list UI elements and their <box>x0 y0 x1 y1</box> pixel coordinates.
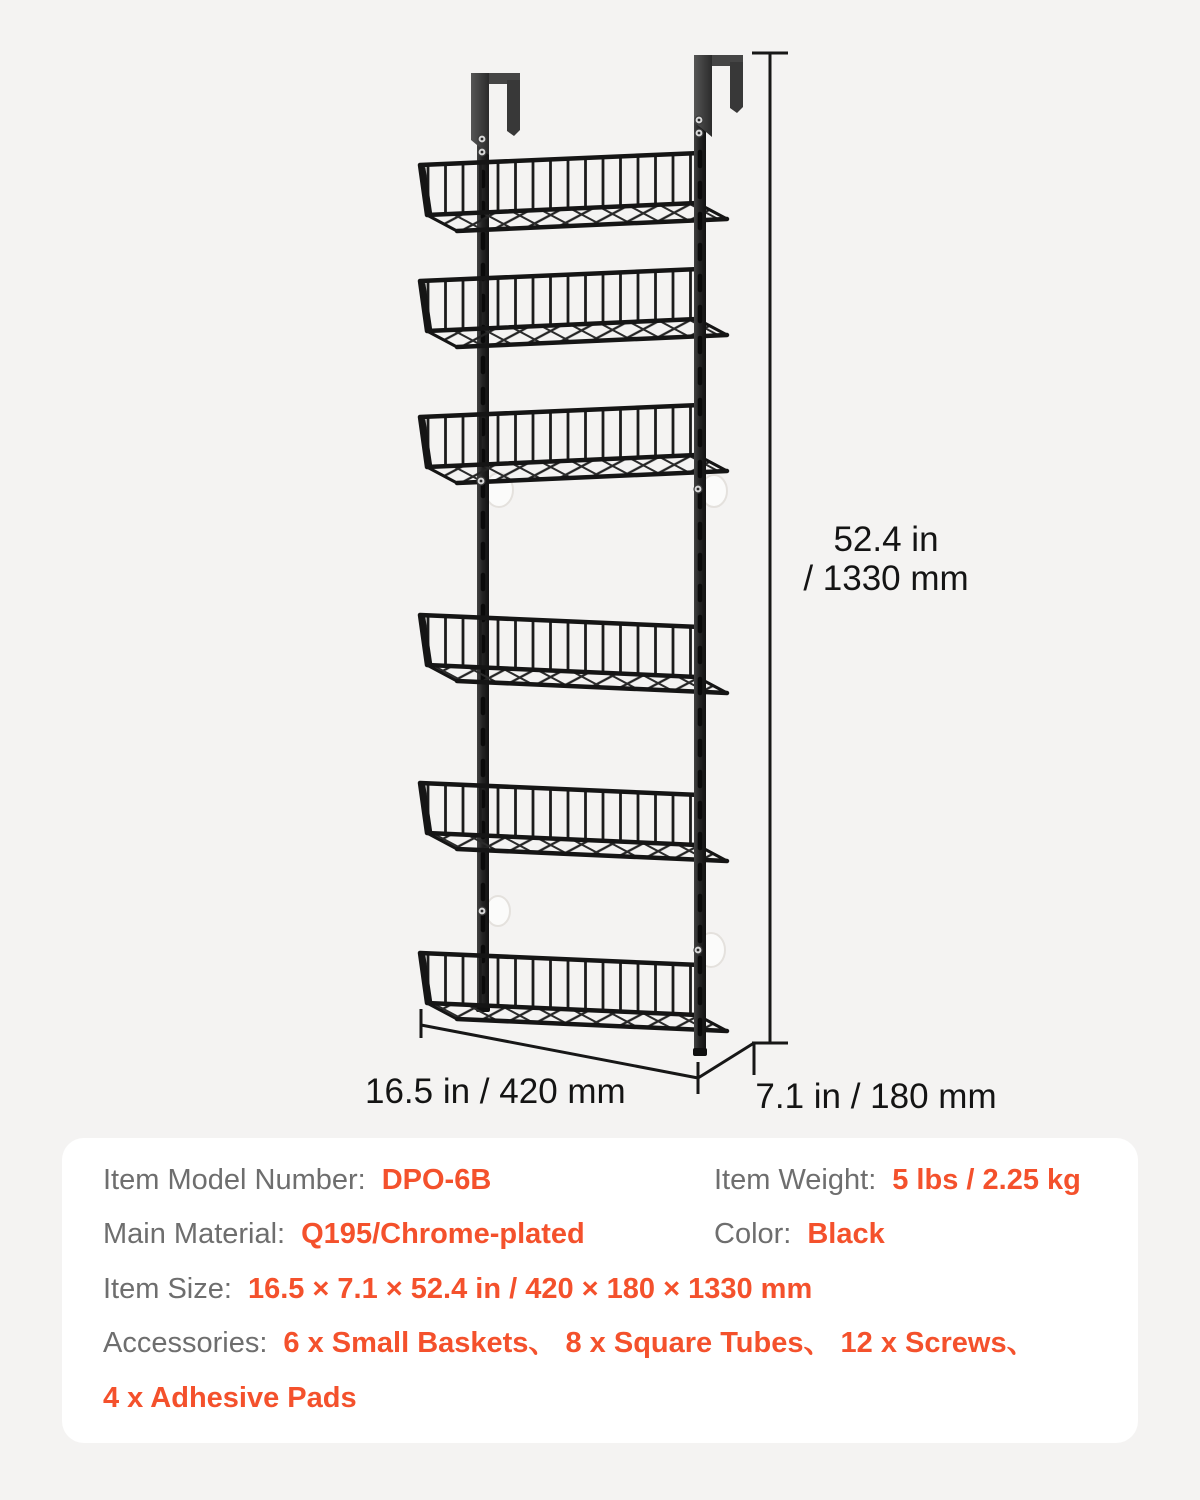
spec-panel <box>62 1138 1138 1443</box>
spec-value-size: 16.5 × 7.1 × 52.4 in / 420 × 180 × 1330 mm <box>247 1273 813 1305</box>
suction-cups <box>485 473 727 967</box>
spec-label-weight: Item Weight: <box>714 1164 877 1196</box>
height-value-in: 52.4 in <box>833 520 939 559</box>
spec-value-material: Q195/Chrome-plated <box>301 1218 585 1250</box>
basket-4 <box>420 615 727 693</box>
left-door-hook <box>471 73 520 155</box>
left-rail <box>476 112 490 1012</box>
width-dimension-label: 16.5 in / 420 mm <box>365 1072 626 1111</box>
spec-value-weight: 5 lbs / 2.25 kg <box>892 1164 1081 1196</box>
spec-label-size: Item Size: <box>103 1273 232 1305</box>
right-door-hook <box>694 55 743 137</box>
height-value-mm: / 1330 mm <box>803 559 969 598</box>
basket-tiers <box>420 153 727 1031</box>
spec-row-model <box>103 1162 491 1198</box>
spec-row-accessories-line2 <box>103 1380 357 1416</box>
right-rail <box>693 94 707 1056</box>
spec-label-accessories: Accessories: <box>103 1327 268 1359</box>
spec-label-material: Main Material: <box>103 1218 286 1250</box>
basket-3 <box>420 405 727 483</box>
spec-value-color: Black <box>807 1218 885 1250</box>
spec-value-accessories-line2: 4 x Adhesive Pads <box>103 1382 357 1414</box>
spec-label-color: Color: <box>714 1218 792 1250</box>
spec-label-model: Item Model Number: <box>103 1164 366 1196</box>
spec-row-weight <box>714 1162 1081 1198</box>
spec-row-color <box>714 1216 885 1252</box>
depth-dimension-label: 7.1 in / 180 mm <box>755 1077 997 1116</box>
spec-row-material <box>103 1216 585 1252</box>
height-dimension-label <box>776 520 996 598</box>
spec-row-size <box>103 1271 812 1307</box>
spec-value-model: DPO-6B <box>381 1164 492 1196</box>
basket-5 <box>420 783 727 861</box>
basket-1 <box>420 153 727 231</box>
basket-6 <box>420 953 727 1031</box>
spec-row-accessories <box>103 1325 1036 1361</box>
basket-2 <box>420 269 727 347</box>
spec-value-accessories: 6 x Small Baskets、 8 x Square Tubes、 12 x Screws、 <box>283 1327 1036 1359</box>
